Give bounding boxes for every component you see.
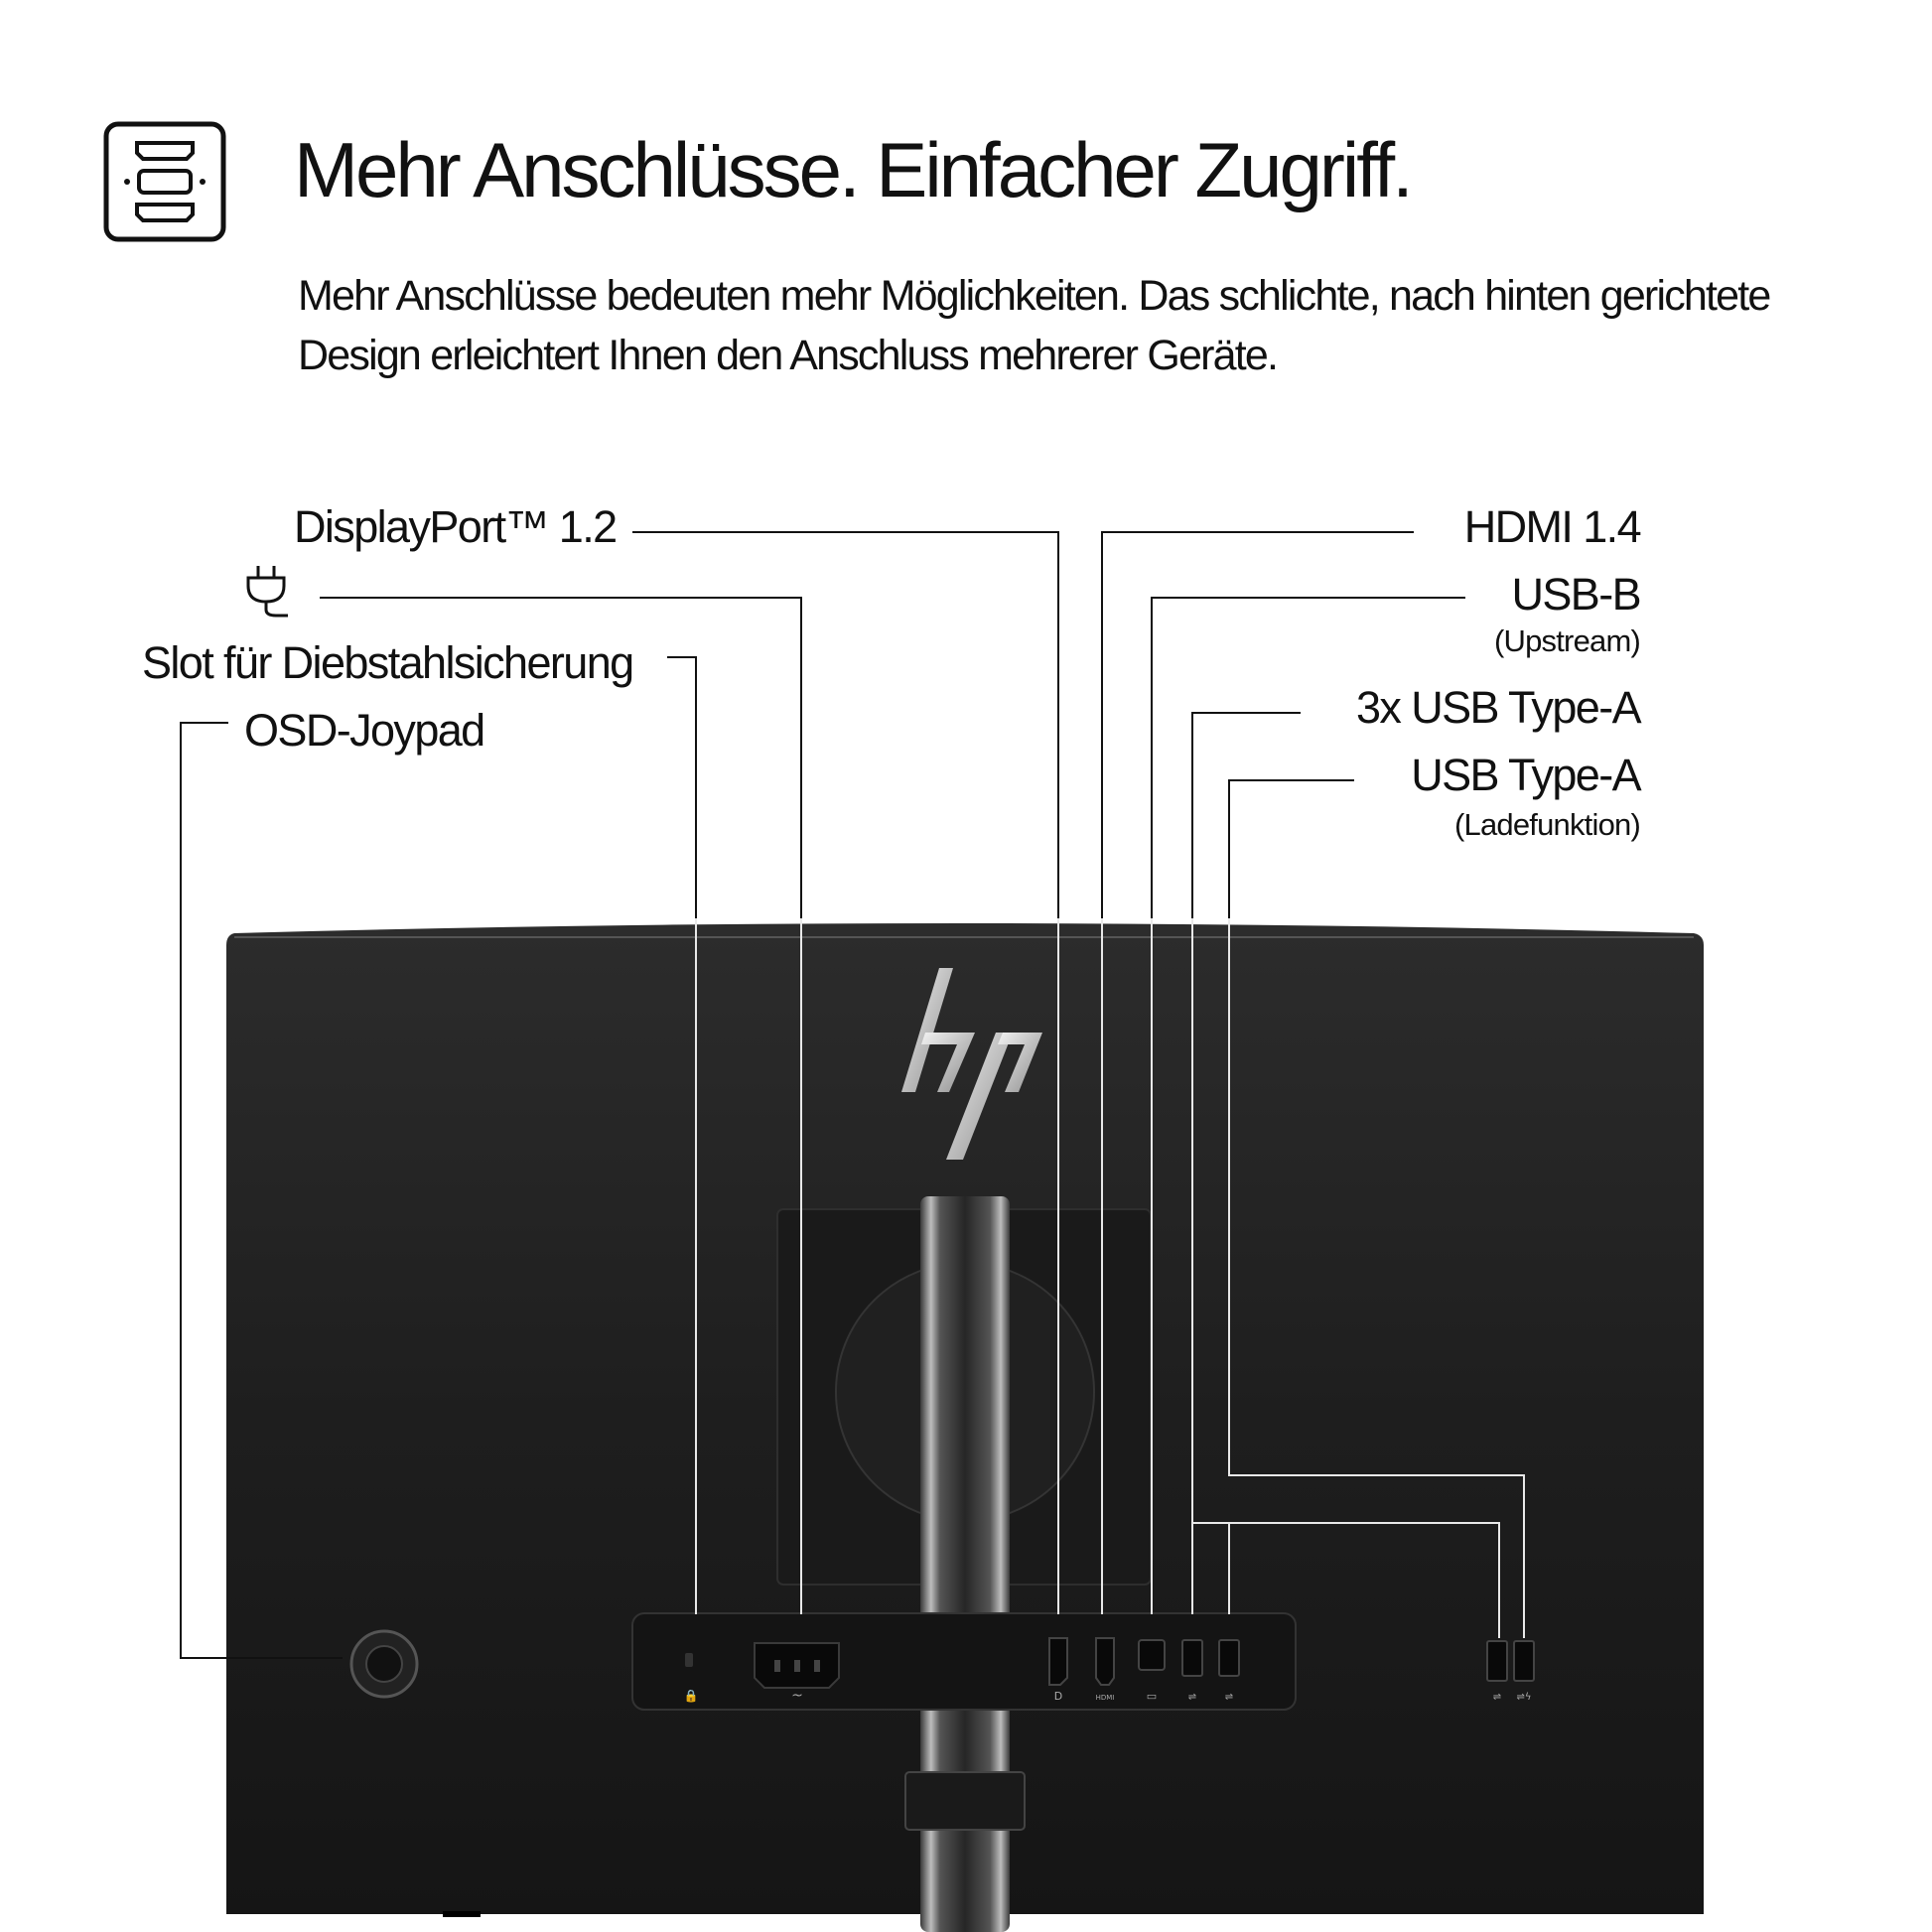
usb-a-port [1182,1640,1202,1676]
label-usb-a-charge-note: (Ladefunktion) [1454,807,1640,842]
power-plug-icon [242,564,292,620]
label-hdmi: HDMI 1.4 [1463,501,1640,552]
displayport-port [1049,1638,1067,1685]
usb-charge-icon: ⇌ϟ [1516,1692,1532,1703]
leader-security [667,657,696,918]
lock-icon: 🔒 [683,1689,699,1703]
label-usb-a-charge: USB Type-A [1411,750,1640,800]
leader-usb-a-charge [1229,780,1354,918]
usb-a-port [1219,1640,1239,1676]
hdmi-icon: HDMI [1095,1694,1115,1702]
leader-usb-a-3x [1192,713,1301,918]
page-subtitle: Mehr Anschlüsse bedeuten mehr Möglichkeiten. Das schlichte, nach hinten gerichtete Design erleichtert Ihnen den Anschluss mehrerer Geräte. [298,272,1770,379]
osd-joypad [351,1631,417,1697]
page-title: Mehr Anschlüsse. Einfacher Zugriff. [294,126,1411,213]
usb-b-port [1139,1640,1165,1670]
hdmi-port [1096,1638,1114,1685]
power-inlet [755,1643,839,1688]
usb-a-side-port [1487,1641,1507,1681]
stand-cable-clip [905,1772,1025,1830]
displayport-icon: D [1053,1690,1063,1703]
lock-slot [685,1653,693,1667]
ac-icon: ~ [791,1688,803,1704]
label-osd-joypad: OSD-Joypad [244,705,484,756]
label-displayport: DisplayPort™ 1.2 [294,501,617,552]
label-usb-b: USB-B [1511,569,1640,620]
usb-b-icon: ▭ [1146,1690,1158,1703]
usb-icon: ⇌ [1224,1692,1234,1703]
label-usb-b-note: (Upstream) [1493,623,1640,658]
label-usb-a-3x: 3x USB Type-A [1355,682,1640,733]
label-security-slot: Slot für Diebstahlsicherung [142,637,633,688]
usb-icon: ⇌ [1492,1692,1502,1703]
usb-icon: ⇌ [1187,1692,1197,1703]
usb-a-charge-port [1514,1641,1534,1681]
